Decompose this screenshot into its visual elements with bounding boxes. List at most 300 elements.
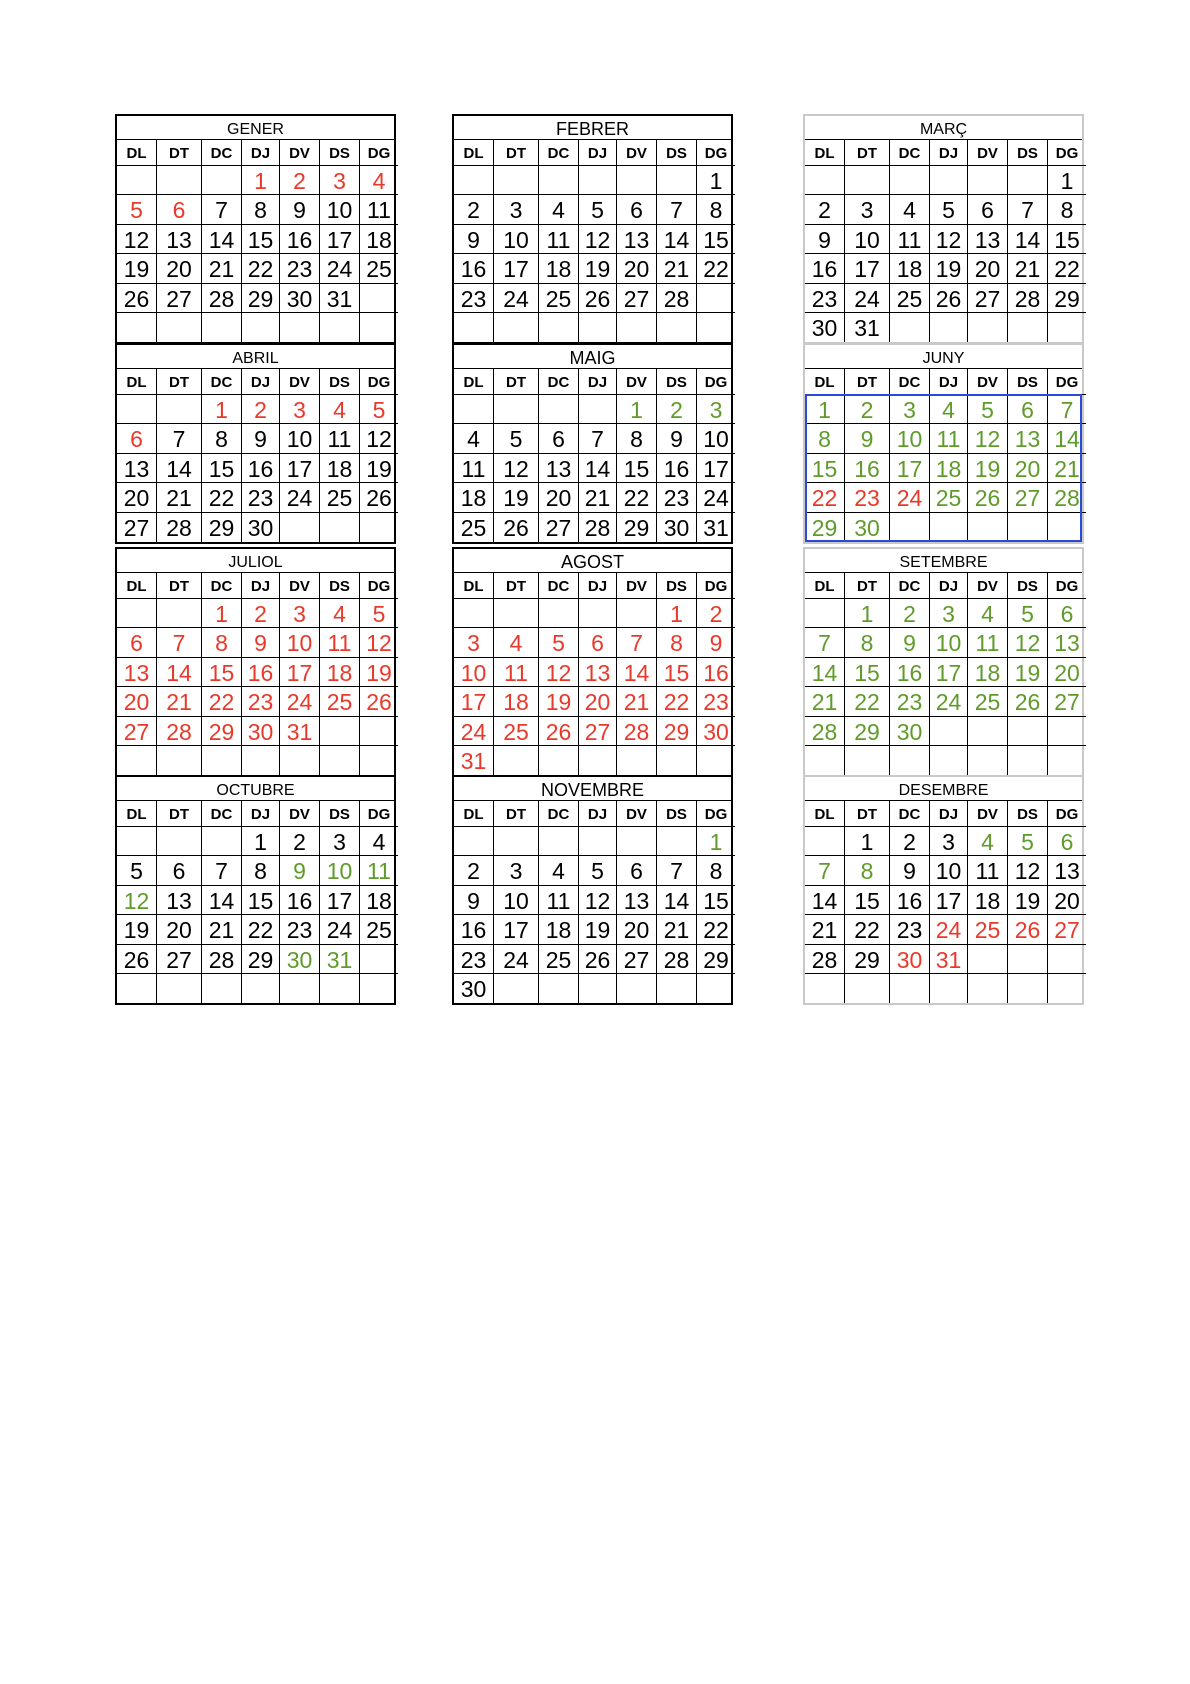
weekday-header: DC [539, 140, 579, 166]
day-cell: 29 [805, 513, 845, 542]
day-cell: 18 [968, 886, 1008, 915]
empty-cell [117, 599, 157, 628]
empty-cell [805, 599, 845, 628]
empty-cell [697, 974, 735, 1003]
day-cell: 24 [930, 915, 968, 944]
day-cell: 22 [242, 915, 280, 944]
empty-cell [117, 746, 157, 775]
day-cell: 5 [360, 395, 398, 424]
weekday-header: DT [494, 573, 539, 599]
weekday-header: DT [157, 573, 202, 599]
day-cell: 20 [117, 687, 157, 716]
day-cell: 2 [890, 599, 930, 628]
weekday-header: DL [454, 369, 494, 395]
day-cell: 2 [280, 166, 320, 195]
empty-cell [890, 513, 930, 542]
empty-cell [280, 974, 320, 1003]
empty-cell [157, 599, 202, 628]
day-cell: 27 [117, 717, 157, 746]
empty-cell [657, 974, 697, 1003]
empty-cell [454, 313, 494, 342]
day-cell: 6 [968, 195, 1008, 224]
empty-cell [968, 974, 1008, 1003]
weekday-header: DT [845, 573, 890, 599]
empty-cell [360, 513, 398, 542]
day-cell: 2 [890, 827, 930, 856]
day-cell: 16 [697, 658, 735, 687]
day-cell: 22 [617, 483, 657, 512]
day-cell: 4 [360, 166, 398, 195]
day-cell: 23 [242, 687, 280, 716]
day-cell: 24 [494, 284, 539, 313]
day-cell: 25 [360, 915, 398, 944]
weekday-header: DS [1008, 140, 1048, 166]
day-cell: 2 [845, 395, 890, 424]
day-cell: 27 [157, 945, 202, 974]
weekday-header: DV [968, 573, 1008, 599]
day-cell: 17 [454, 687, 494, 716]
day-cell: 28 [202, 284, 242, 313]
day-cell: 3 [320, 827, 360, 856]
day-cell: 22 [202, 687, 242, 716]
day-cell: 12 [494, 454, 539, 483]
day-cell: 14 [202, 886, 242, 915]
empty-cell [617, 166, 657, 195]
weekday-header: DL [454, 140, 494, 166]
month-title: FEBRER [454, 116, 731, 140]
day-cell: 29 [202, 513, 242, 542]
day-cell: 30 [280, 945, 320, 974]
day-cell: 15 [202, 658, 242, 687]
day-cell: 29 [697, 945, 735, 974]
weekday-header: DV [280, 573, 320, 599]
month-title: GENER [117, 116, 394, 140]
month-gener [115, 114, 396, 344]
day-cell: 26 [930, 284, 968, 313]
day-cell: 14 [805, 886, 845, 915]
day-cell: 16 [890, 886, 930, 915]
empty-cell [454, 827, 494, 856]
day-cell: 16 [890, 658, 930, 687]
weekday-header: DV [968, 140, 1008, 166]
month-grid [117, 369, 394, 542]
month-maig [452, 343, 733, 544]
day-cell: 26 [117, 284, 157, 313]
empty-cell [845, 974, 890, 1003]
day-cell: 3 [494, 195, 539, 224]
empty-cell [494, 166, 539, 195]
empty-cell [320, 717, 360, 746]
weekday-header: DL [805, 140, 845, 166]
day-cell: 26 [579, 945, 617, 974]
empty-cell [242, 746, 280, 775]
day-cell: 3 [697, 395, 735, 424]
day-cell: 30 [890, 717, 930, 746]
day-cell: 11 [968, 628, 1008, 657]
day-cell: 17 [280, 658, 320, 687]
empty-cell [579, 395, 617, 424]
empty-cell [930, 746, 968, 775]
day-cell: 1 [242, 827, 280, 856]
day-cell: 5 [579, 195, 617, 224]
month-novembre [452, 775, 733, 1005]
day-cell: 11 [539, 225, 579, 254]
empty-cell [539, 746, 579, 775]
day-cell: 17 [280, 454, 320, 483]
day-cell: 18 [320, 658, 360, 687]
day-cell: 1 [1048, 166, 1086, 195]
day-cell: 16 [242, 454, 280, 483]
weekday-header: DJ [930, 369, 968, 395]
empty-cell [157, 827, 202, 856]
month-agost [452, 547, 733, 777]
day-cell: 19 [968, 454, 1008, 483]
month-març [803, 114, 1084, 344]
empty-cell [454, 599, 494, 628]
weekday-header: DS [1008, 369, 1048, 395]
day-cell: 19 [494, 483, 539, 512]
day-cell: 27 [579, 717, 617, 746]
day-cell: 5 [1008, 599, 1048, 628]
day-cell: 5 [579, 856, 617, 885]
day-cell: 10 [320, 195, 360, 224]
day-cell: 26 [117, 945, 157, 974]
day-cell: 1 [805, 395, 845, 424]
day-cell: 22 [242, 254, 280, 283]
empty-cell [845, 746, 890, 775]
weekday-header: DS [1008, 801, 1048, 827]
day-cell: 11 [930, 424, 968, 453]
day-cell: 24 [845, 284, 890, 313]
day-cell: 4 [454, 424, 494, 453]
day-cell: 7 [157, 628, 202, 657]
day-cell: 18 [494, 687, 539, 716]
empty-cell [494, 827, 539, 856]
day-cell: 6 [117, 628, 157, 657]
day-cell: 30 [242, 717, 280, 746]
day-cell: 24 [280, 687, 320, 716]
empty-cell [280, 513, 320, 542]
day-cell: 25 [930, 483, 968, 512]
day-cell: 28 [157, 513, 202, 542]
weekday-header: DC [890, 573, 930, 599]
month-title: OCTUBRE [117, 777, 394, 801]
day-cell: 8 [617, 424, 657, 453]
day-cell: 20 [617, 254, 657, 283]
day-cell: 14 [617, 658, 657, 687]
day-cell: 8 [657, 628, 697, 657]
month-juliol [115, 547, 396, 777]
day-cell: 19 [1008, 658, 1048, 687]
empty-cell [494, 746, 539, 775]
empty-cell [202, 746, 242, 775]
day-cell: 13 [539, 454, 579, 483]
day-cell: 11 [360, 856, 398, 885]
empty-cell [157, 974, 202, 1003]
day-cell: 15 [617, 454, 657, 483]
day-cell: 18 [454, 483, 494, 512]
day-cell: 24 [320, 915, 360, 944]
empty-cell [1048, 313, 1086, 342]
weekday-header: DS [657, 140, 697, 166]
month-title: JULIOL [117, 549, 394, 573]
day-cell: 25 [494, 717, 539, 746]
day-cell: 21 [617, 687, 657, 716]
day-cell: 27 [117, 513, 157, 542]
day-cell: 21 [157, 687, 202, 716]
day-cell: 6 [617, 195, 657, 224]
day-cell: 8 [697, 195, 735, 224]
day-cell: 10 [890, 424, 930, 453]
weekday-header: DC [202, 573, 242, 599]
day-cell: 23 [657, 483, 697, 512]
weekday-header: DV [280, 369, 320, 395]
empty-cell [968, 513, 1008, 542]
day-cell: 18 [539, 915, 579, 944]
day-cell: 28 [657, 945, 697, 974]
day-cell: 2 [280, 827, 320, 856]
day-cell: 12 [360, 424, 398, 453]
month-abril [115, 343, 396, 544]
empty-cell [1008, 974, 1048, 1003]
day-cell: 29 [242, 284, 280, 313]
day-cell: 28 [202, 945, 242, 974]
day-cell: 3 [890, 395, 930, 424]
empty-cell [320, 313, 360, 342]
day-cell: 4 [320, 395, 360, 424]
weekday-header: DL [805, 369, 845, 395]
day-cell: 16 [805, 254, 845, 283]
weekday-header: DJ [579, 801, 617, 827]
weekday-header: DG [1048, 801, 1086, 827]
day-cell: 23 [280, 915, 320, 944]
day-cell: 8 [202, 424, 242, 453]
day-cell: 19 [1008, 886, 1048, 915]
day-cell: 8 [242, 195, 280, 224]
empty-cell [1008, 717, 1048, 746]
day-cell: 30 [805, 313, 845, 342]
day-cell: 23 [242, 483, 280, 512]
day-cell: 11 [320, 424, 360, 453]
day-cell: 27 [617, 284, 657, 313]
day-cell: 20 [579, 687, 617, 716]
day-cell: 10 [454, 658, 494, 687]
day-cell: 7 [579, 424, 617, 453]
day-cell: 25 [454, 513, 494, 542]
empty-cell [494, 313, 539, 342]
day-cell: 7 [805, 628, 845, 657]
day-cell: 18 [968, 658, 1008, 687]
empty-cell [805, 166, 845, 195]
empty-cell [1008, 945, 1048, 974]
empty-cell [1008, 166, 1048, 195]
day-cell: 18 [890, 254, 930, 283]
day-cell: 18 [360, 225, 398, 254]
weekday-header: DG [697, 369, 735, 395]
weekday-header: DC [539, 573, 579, 599]
day-cell: 13 [117, 454, 157, 483]
empty-cell [805, 974, 845, 1003]
day-cell: 6 [579, 628, 617, 657]
empty-cell [539, 166, 579, 195]
weekday-header: DT [494, 140, 539, 166]
day-cell: 3 [494, 856, 539, 885]
day-cell: 16 [242, 658, 280, 687]
empty-cell [968, 166, 1008, 195]
empty-cell [117, 974, 157, 1003]
empty-cell [845, 166, 890, 195]
day-cell: 13 [117, 658, 157, 687]
month-title: ABRIL [117, 345, 394, 369]
day-cell: 10 [930, 628, 968, 657]
weekday-header: DS [320, 140, 360, 166]
day-cell: 21 [805, 915, 845, 944]
day-cell: 16 [280, 225, 320, 254]
day-cell: 26 [539, 717, 579, 746]
day-cell: 5 [117, 195, 157, 224]
weekday-header: DG [360, 369, 398, 395]
empty-cell [1048, 974, 1086, 1003]
day-cell: 14 [157, 454, 202, 483]
day-cell: 29 [1048, 284, 1086, 313]
month-grid [117, 573, 394, 775]
day-cell: 16 [280, 886, 320, 915]
empty-cell [320, 974, 360, 1003]
day-cell: 7 [202, 195, 242, 224]
day-cell: 27 [539, 513, 579, 542]
empty-cell [930, 513, 968, 542]
empty-cell [890, 166, 930, 195]
day-cell: 13 [1008, 424, 1048, 453]
day-cell: 17 [845, 254, 890, 283]
month-grid [805, 140, 1082, 342]
day-cell: 29 [845, 945, 890, 974]
day-cell: 4 [968, 827, 1008, 856]
empty-cell [202, 827, 242, 856]
empty-cell [360, 717, 398, 746]
day-cell: 5 [539, 628, 579, 657]
day-cell: 4 [890, 195, 930, 224]
weekday-header: DS [657, 801, 697, 827]
empty-cell [242, 974, 280, 1003]
day-cell: 20 [157, 254, 202, 283]
empty-cell [657, 746, 697, 775]
weekday-header: DG [697, 140, 735, 166]
day-cell: 4 [320, 599, 360, 628]
day-cell: 26 [579, 284, 617, 313]
day-cell: 3 [454, 628, 494, 657]
month-grid [454, 573, 731, 775]
weekday-header: DJ [242, 140, 280, 166]
day-cell: 19 [360, 454, 398, 483]
empty-cell [930, 166, 968, 195]
day-cell: 2 [242, 599, 280, 628]
weekday-header: DJ [930, 140, 968, 166]
empty-cell [360, 945, 398, 974]
empty-cell [360, 974, 398, 1003]
day-cell: 11 [454, 454, 494, 483]
day-cell: 8 [202, 628, 242, 657]
day-cell: 4 [494, 628, 539, 657]
day-cell: 11 [539, 886, 579, 915]
empty-cell [697, 746, 735, 775]
day-cell: 28 [1048, 483, 1086, 512]
empty-cell [280, 746, 320, 775]
day-cell: 12 [579, 225, 617, 254]
day-cell: 25 [890, 284, 930, 313]
month-octubre [115, 775, 396, 1005]
weekday-header: DV [280, 801, 320, 827]
day-cell: 1 [697, 827, 735, 856]
day-cell: 15 [805, 454, 845, 483]
day-cell: 2 [242, 395, 280, 424]
day-cell: 2 [454, 856, 494, 885]
day-cell: 15 [657, 658, 697, 687]
day-cell: 16 [454, 915, 494, 944]
day-cell: 31 [454, 746, 494, 775]
weekday-header: DL [117, 573, 157, 599]
day-cell: 7 [202, 856, 242, 885]
day-cell: 18 [320, 454, 360, 483]
day-cell: 19 [539, 687, 579, 716]
weekday-header: DL [117, 369, 157, 395]
day-cell: 26 [360, 687, 398, 716]
day-cell: 30 [454, 974, 494, 1003]
day-cell: 10 [930, 856, 968, 885]
day-cell: 9 [280, 856, 320, 885]
empty-cell [1048, 717, 1086, 746]
day-cell: 17 [494, 915, 539, 944]
day-cell: 7 [1048, 395, 1086, 424]
day-cell: 30 [280, 284, 320, 313]
day-cell: 7 [1008, 195, 1048, 224]
day-cell: 30 [890, 945, 930, 974]
empty-cell [697, 284, 735, 313]
day-cell: 9 [890, 628, 930, 657]
day-cell: 3 [280, 599, 320, 628]
weekday-header: DV [280, 140, 320, 166]
day-cell: 5 [494, 424, 539, 453]
day-cell: 23 [890, 687, 930, 716]
empty-cell [617, 599, 657, 628]
day-cell: 25 [539, 945, 579, 974]
month-febrer [452, 114, 733, 344]
day-cell: 29 [242, 945, 280, 974]
day-cell: 2 [697, 599, 735, 628]
weekday-header: DL [117, 140, 157, 166]
day-cell: 19 [930, 254, 968, 283]
day-cell: 24 [890, 483, 930, 512]
empty-cell [1008, 313, 1048, 342]
day-cell: 5 [117, 856, 157, 885]
day-cell: 3 [320, 166, 360, 195]
empty-cell [930, 974, 968, 1003]
weekday-header: DC [539, 801, 579, 827]
empty-cell [968, 717, 1008, 746]
day-cell: 1 [202, 599, 242, 628]
day-cell: 22 [845, 687, 890, 716]
day-cell: 8 [805, 424, 845, 453]
empty-cell [968, 746, 1008, 775]
weekday-header: DV [968, 369, 1008, 395]
day-cell: 12 [1008, 628, 1048, 657]
day-cell: 24 [930, 687, 968, 716]
day-cell: 23 [454, 945, 494, 974]
day-cell: 13 [617, 886, 657, 915]
day-cell: 9 [454, 225, 494, 254]
day-cell: 1 [845, 599, 890, 628]
day-cell: 6 [157, 195, 202, 224]
